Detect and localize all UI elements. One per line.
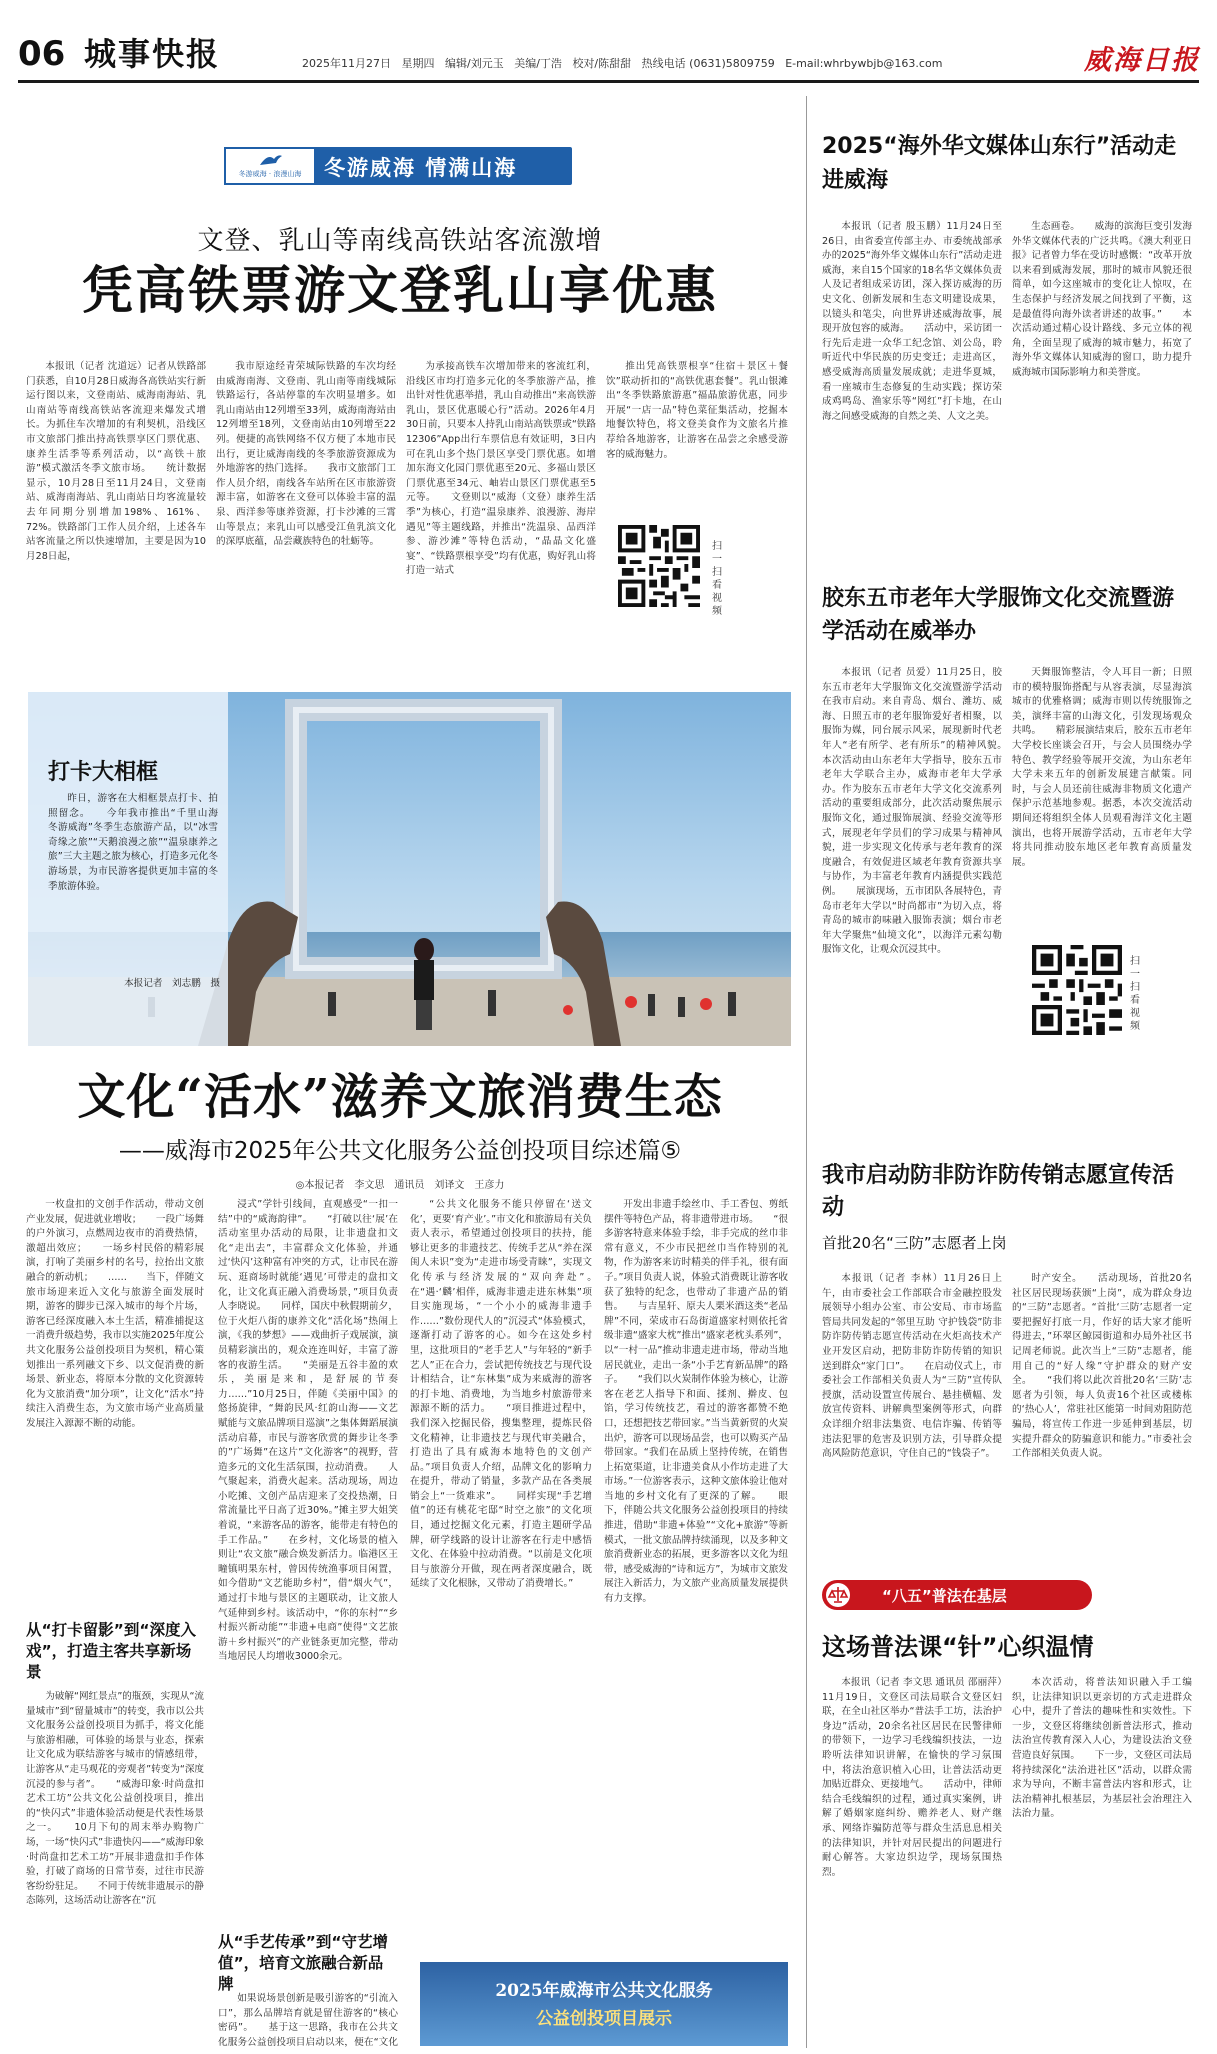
lead-col-4: 推出凭高铁票根享“住宿＋景区＋餐饮”联动折扣的“高铁优惠套餐”。乳山银滩出“冬季铁路旅游惠”福晶旅游优惠，同步开展“一店一品”特色菜征集活动，挖掘本地餐饮特色，将文登美食作为文旅名片推荐给各地游客，让游客在品尝之余感受游客的威海魅力。 xyxy=(606,361,788,460)
banner-logo-box xyxy=(224,147,316,185)
right3-col-2: 时产安全。 活动现场，首批20名社区居民现场获颁“上岗”，成为群众身边的“三防”志愿者。“首批‘三防’志愿者一定要把握好打底一月，作好的话大家才能听得进去，”环翠区鲸园街道和办局外社区书记周老师说。此次当上“三防”志愿者，能用自己的“好人缘”守护群众的财产安全。 “我们将以此次首批20名‘三防’志愿者为引领，每人负责16个社区或楼栋的‘热心人’，常驻社区能第一时间劝阻防范骗局，将宣传工作进一步延伸到基层，切实提升群众的防骗意识和能力。”市委社会工作部相关负责人说。 xyxy=(1012,1273,1192,1460)
header-proofreader: 校对/陈甜甜 xyxy=(572,57,632,70)
right2-headline: 胶东五市老年大学服饰文化交流暨游学活动在威举办 xyxy=(822,586,1175,644)
right4-headline: 这场普法课“针”心织温情 xyxy=(822,1633,1094,1661)
right4-col-2: 本次活动，将普法知识融入手工编织，让法律知识以更亲切的方式走进群众心中，提升了普法的趣味性和实效性。下一步，文登区将继续创新普法形式，推动法治宣传教育深入人心，为建设法治文登营造良好氛围。 下一步，文登区司法局将持续深化“法治进社区”活动，以群众需求为导向，不断丰富普法内容和形式，让法治精神扎根基层，为基层社会治理注入法治力量。 xyxy=(1012,1677,1192,1820)
swan-icon xyxy=(256,151,286,167)
section-title: 城事快报 xyxy=(84,35,221,73)
banner-slogan: 冬游威海 情满山海 xyxy=(324,156,518,180)
right4-col-1: 本报讯（记者 李文思 通讯员 邵丽萍）11月19日，文登区司法局联合文登区妇联，在全山社区举办“普法手工坊，法治护身边”活动，20余名社区居民在民警律师的带领下，一边学习毛线编织技法，一边聆听法律知识讲解，在愉快的学习氛围中，将法治意识植入心田，让普法活动更加贴近群众、更接地气。 活动中，律师结合毛线编织的过程，通过真实案例，讲解了婚姻家庭纠纷、赡养老人、财产继承、网络诈骗防范等与群众生活息息相关的法律知识，并针对居民提出的问题进行耐心解答。大家边织边学，现场氛围热烈。 xyxy=(822,1677,1002,1878)
qr-code-icon xyxy=(1032,945,1122,1035)
culture-subhead-2: 从“手艺传承”到“守艺增值”，培育文旅融合新品牌 xyxy=(218,1933,389,1993)
culture-byline: ◎本报记者 李文思 通讯员 刘译文 王彦力 xyxy=(295,1180,505,1191)
qr-code-icon xyxy=(618,525,700,607)
header-weekday: 星期四 xyxy=(401,57,435,70)
header-meta xyxy=(302,55,942,71)
lead-qr-code[interactable] xyxy=(618,525,700,607)
photo-caption: 昨日，游客在大相框景点打卡、拍照留念。 今年我市推出“千里山海 冬游威海”冬季生态旅游产品，以“冰雪奇缘之旅”“天鹅浪漫之旅”“温泉康养之旅”三大主题之旅为核心，打造多元化冬游场景，为市民游客提供更加丰富的冬季旅游体验。 xyxy=(48,793,218,892)
lead-kicker: 文登、乳山等南线高铁站客流激增 xyxy=(197,226,603,256)
header-rule xyxy=(18,80,1199,83)
lead-col-2: 我市原途经青荣城际铁路的车次均经由威海南海、文登南、乳山南等南线城际铁路运行，各站停靠的车次明显增多。如乳山南站由12列增至33列，威海南海站由12列增至18列，文登南站由10列增至22列。便捷的高铁网络不仅方便了本地市民出行，更让威海南线的冬季旅游资源成为外地游客的热门选择。 我市文旅部门工作人员介绍，南线各车站所在区市旅游资源丰富，如游客在文登可以体验丰富的温泉、西洋参等康养资源，打卡沙滩的三霄山等景点；来乳山可以感受江鱼乳滨文化的深厚底蕴，品尝藏族特色的牡蛎等。 xyxy=(216,361,396,548)
right3-col-1: 本报讯（记者 李林）11月26日上午，由市委社会工作部联合市金融控股发展领导小组办公室、市公安局、市市场监管局共同发起的“邻里互助 守护钱袋”防非防诈防传销志愿宣传活动在火炬高技术产业开发区启动，把防非防诈防传销的知识送到群众“家门口”。 在启动仪式上，市委社会工作部相关负责人为“三防”宣传队授旗，活动设置宣传展台、悬挂横幅、发放宣传资料、讲解典型案例等形式，向群众详细介绍非法集资、电信诈骗、传销等违法犯罪的危害及识别方法，引导群众提高风险防范意识，守住自己的“钱袋子”。 xyxy=(822,1273,1002,1460)
column-divider xyxy=(806,96,807,2048)
right1-headline: 2025“海外华文媒体山东行”活动走进威海 xyxy=(822,134,1177,193)
right3-subhead: 首批20名“三防”志愿者上岗 xyxy=(822,1234,1007,1252)
pufa-badge xyxy=(822,1580,1092,1610)
page-number: 06 xyxy=(18,34,66,74)
culture-promo-banner[interactable] xyxy=(420,1962,788,2046)
culture-col-4: 开发出非遗手绘丝巾、手工香包、剪纸摆件等特色产品，将非遗带进市场。 “很多游客特意来体验手绘，非手完成的丝巾非常有意义，不少市民把丝巾当作特别的礼物，作为游客来访时精美的伴手礼，很有面子。”项目负责人说，体验式消费既让游客收获了独特的纪念，也带动了非遗产品的销售。 与吉星轩、原夫人栗米酒这类“老品牌”不同，荣成市石岛街道盛家村则依托省级非遗“盛家大枕”推出“盛家老枕头系列”，以“一村一品”推动非遗走进市场，带动当地居民就业，走出一条“小手艺育新品牌”的路子。 “我们以火炭制作体验为核心，让游客在老艺人指导下和面、揉剂、擀皮、包馅，学习传统技艺，看过的游客都赞不绝口，还想把技艺带回家。”当当黄新贸的火炭出炉，游客可以现场品尝，也可以购买产品带回家。“我们在品质上坚持传统，在销售上拓宽渠道，让非遗美食从小作坊走进了大市场。”一位游客表示，这种文旅体验让他对当地的乡村文化有了更深的了解。 眼下，伴随公共文化服务公益创投项目的持续推进，借助“非遗+体验”“文化+旅游”等新模式，一批文旅品牌持续涌现，以及多种文旅消费新业态的拓展，更多游客以文化为纽带，感受威海的“诗和远方”，为城市文旅发展注入新活力，为文旅产业高质量发展提供有力支撑。 xyxy=(604,1199,788,1605)
right2-scan-label: 扫一扫看视频 xyxy=(1130,956,1140,1032)
culture-col-2a: 浸式”学针引线间，直观感受“一扣一结”中的“威海韵律”。 “打破以往‘展’在活动室里办活动的局限，让非遗盘扣文化“走出去”，丰富群众文化体验，并通过‘快闪’这种富有冲突的方式，让市民在游玩、逛商场时就能‘遇见’可带走的盘扣文化，让文化真正融入消费场景，”项目负责人李晓说。 同样，国庆中秋假期前夕，位于火炬八街的康养文化“活化场”热闹上演，《我的梦想》——戏曲折子戏展演，演员精彩演出的，观众连连叫好，丰富了游客的夜游生活。 “美丽是五谷丰盈的欢乐，美丽是来和，是舒展的节奏力……”10月25日，伴随《美丽中国》的悠扬旋律，“舞韵民风·红韵山海——文艺赋能与文旅品牌项目巡演”之集体舞蹈展演活动启幕，市民与游客欣赏的舞步让冬季的”广场舞”在这片”文化游客”的视野，营造多元的文化生活氛围，拉动消费。 人气聚起来，消费火起来。活动现场，周边小吃摊、文创产品店迎来了交投热潮，日常流量比平日高了近30%。”摊主罗大姐笑着说，“来游客品的游客，能带走有特色的手工作品。” 在乡村，文化场景的植入则让“农文旅”融合焕发新活力。临港区王疃镇明果东村，曾因传统渔事项目闲置，如今借助“文艺能助乡村”，借“烟火气”，通过打卡地与景区的主题联动，让文旅人气延伸到乡村。该活动中，“你的东村”“乡村振兴新动能”“非遗+电商”使得“文艺旅游＋乡村振兴”的产业链条更加完整，带动当地居民人均增收3000余元。 xyxy=(218,1199,398,1663)
banner-logo-caption: 冬游威海 · 浪漫山海 xyxy=(238,170,302,178)
right2-qr-code[interactable] xyxy=(1032,945,1122,1035)
right3-headline: 我市启动防非防诈防传销志愿宣传活动 xyxy=(822,1163,1175,1220)
photo-title: 打卡大相框 xyxy=(48,760,159,785)
banner xyxy=(224,147,572,185)
culture-col-2b: 如果说场景创新是吸引游客的“引流入口”，那么品牌培育就是留住游客的“核心密码”。 基于这一思路，我市在公共文化服务公益创投项目启动以来，便在“文化 xyxy=(218,1993,398,2048)
photo-credit: 本报记者 刘志鹏 摄 xyxy=(124,978,220,989)
lead-col-1: 本报讯（记者 沈道远）记者从铁路部门获悉，自10月28日威海各高铁站实行新运行图以来，文登南站、威海南海站、乳山南站等南线高铁站客流迎来爆发式增长。为抓住车次增加的有利契机，沿线区市文旅部门推出持高铁票享区门票优惠、康养生活季等系列活动，以“高铁＋旅游”模式激活冬季文旅市场。 统计数据显示，10月28日至11月24日，文登南站、威海南海站、乳山南站日均客流量较去年同期分别增加198%、161%、72%。铁路部门工作人员介绍，上述各车站客流量之所以快速增加，主要是因为10月28日起， xyxy=(26,361,206,562)
newspaper-logo: 威海日报 xyxy=(1084,45,1200,76)
right1-col-2: 生态画卷。 威海的滨海巨变引发海外华文媒体代表的广泛共鸣。《澳大利亚日报》记者曾力华在受访时感慨：“改革开放以来看到威海发展，那时的城市风貌还很简单，如今这座城市的变化让人惊叹，在生态保护与经济发展之间找到了平衡，这是最值得向海外读者讲述的故事。” 本次活动通过精心设计路线、多元立体的视角，全面呈现了威海的城市魅力，拓宽了海外华文媒体认知威海的窗口，助力提升威海城市国际影响力和美誉度。 xyxy=(1012,221,1192,378)
lead-headline: 凭高铁票游文登乳山享优惠 xyxy=(81,261,718,321)
right2-col-1: 本报讯（记者 员爱）11月25日，胶东五市老年大学服饰文化交流暨游学活动在我市启动。来自青岛、烟台、潍坊、威海、日照五市的老年服饰爱好者相聚，以服饰为媒，同台展示风采，展现新时代老年人“老有所学、老有所乐”的精神风貌。 本次活动由山东老年大学指导，胶东五市老年大学联合主办，威海市老年大学承办。作为胶东五市老年大学文化交流系列活动的重要组成部分，此次活动聚焦展示服饰文化，通过服饰展演、经验交流等形式，展现老年学员们的学习成果与精神风貌，进一步实现文化传承与老年教育的深度融合，有效促进区域老年教育资源共享与协作，为丰富老年教育内涵提供实践范例。 展演现场，五市团队各展特色，青岛市老年大学以“时尚都市”为切入点，将青岛的城市韵味融入服饰表演；烟台市老年大学聚焦“仙境文化”，以海洋元素勾勒服饰文化，让观众沉浸其中。 xyxy=(822,667,1002,956)
header-editor: 编辑/刘元玉 xyxy=(445,57,504,70)
header-art-editor: 美编/丁浩 xyxy=(514,57,562,70)
right1-col-1: 本报讯（记者 殷玉鹏）11月24日至26日，由省委宣传部主办、市委统战部承办的2025“海外华文媒体山东行”活动走进威海，来自15个国家的18名华文媒体负责人及记者组成采访团，深入探访威海的历史文化、创新发展和生态文明建设成果，以镜头和笔尖，向世界讲述威海故事，展现开放包容的威海。 活动中，采访团一行先后走进一众华工纪念馆、刘公岛，聆听近代中华民族的历史变迁；走进高区，感受威海高质量发展成就；走进华夏城，看一座城市生态修复的生动实践；探访荣成鸡鸣岛、渔家乐等“网红”打卡地，在山海之间感受威海的自然之美、人文之美。 xyxy=(822,221,1002,422)
pufa-badge-label: “八五”普法在基层 xyxy=(882,1587,1007,1605)
culture-col-3: “公共文化服务不能只停留在‘送文化’，更要‘育产业’。”市文化和旅游局有关负责人表示，希望通过创投项目的扶持，能够让更多的非遗技艺、传统手艺从“养在深闺人未识”变为“走进市场受青睐”，实现文化传承与经济发展的“双向奔赴”。 在“遇·‘麟’相伴，威海非遗走进东林集”项目实施现场，“一个小小的威海非遗手作……”数份现代人的”沉浸式“体验模式，逐渐打动了游客的心。如今在这处乡村里，这批项目的“老手艺人”与年轻的“新手艺人”正在合力，尝试把传统技艺与现代设计相结合，让“东林集”成为来威海的游客的打卡地、消费地，为当地乡村旅游带来源源不断的活力。 “项目推进过程中，我们深入挖掘民俗，搜集整理，提炼民俗文化精神，让非遗技艺与现代审美融合，打造出了具有威海本地特色的文创产品。”项目负责人介绍，品牌文化的影响力在提升，带动了销量，多款产品在各类展销会上“一货难求”。 同样实现“手艺增值”的还有桃花宅邸“时空之旅”的文化项目，通过挖掘文化元素，打造主题研学品牌，研学线路的设计让游客在行走中感悟文化、在体验中拉动消费。“以前是文化项目与旅游分开做，现在两者深度融合，既延续了文化根脉，又带动了消费增长。” xyxy=(410,1199,592,1590)
header-date: 2025年11月27日 xyxy=(302,57,391,70)
scales-icon xyxy=(826,1583,850,1607)
culture-promo-line-2: 公益创投项目展示 xyxy=(536,2009,672,2029)
header-hotline: 热线电话 (0631)5809759 xyxy=(641,57,775,70)
lead-scan-label: 扫一扫看视频 xyxy=(712,541,722,617)
culture-col-1b: 为破解“网红景点”的瓶颈，实现从“流量城市”到“留量城市”的转变，我市以公共文化服务公益创投项目为抓手，将文化能与旅游相融，可体验的场景与业态，探索让文化成为联结游客与城市的情感纽带，让游客从“走马观花的旁观者”转变为“深度沉浸的参与者”。 “威海印象·时尚盘扣艺术工坊”公共文化公益创投项目，推出的“快闪式”非遗体验活动便是代表性场景之一。 10月下旬的周末举办购物广场，一场“快闪式”非遗快闪——“威海印象·时尚盘扣艺术工坊”开展非遗盘扣手作体验，打破了商场的日常节奏，过往市民游客纷纷驻足。 不同于传统非遗展示的静态陈列，这场活动让游客在“沉 xyxy=(26,1691,204,1907)
culture-headline: 文化“活水”滋养文旅消费生态 xyxy=(77,1069,723,1125)
culture-subhead-1: 从“打卡留影”到“深度入戏”，打造主客共享新场景 xyxy=(26,1621,197,1681)
culture-col-1a: 一枚盘扣的文创手作活动，带动文创产业发展，促进就业增收； 一段广场舞的户外演习，点燃周边夜市的消费热情，激超出效应； 一场乡村民俗的精彩展演，打响了美丽乡村的名号，拉抬出文旅融合的新动机； …… 当下，伴随文旅市场迎来近入文化与旅游全面发展时期，游客的脚步已深入城市的每个片场，游客已经深度融入本土生活，精准捕捉这一消费升级趋势，我市以实施2025年度公共文化服务公益创投项目为契机，精心策划推出一系列融文下乡、以文促消费的新场景、新业态，将原本分散的文化资源转化为文旅消费“加分项”，让文化“活水”持续注入消费生态，为文旅市场产业高质量发展注入源源不断的动能。 xyxy=(26,1199,204,1429)
right2-col-2: 天舞服饰整洁，令人耳目一新；日照市的模特服饰搭配与从容表演，尽显海滨城市的优雅格调；威海市则以传统服饰之美，演绎丰富的山海文化，引发现场观众共鸣。 精彩展演结束后，胶东五市老年大学校长座谈会召开，与会人员围绕办学特色、教学经验等展开交流，为山东老年大学未来五年的创新发展建言献策。同时，与会人员还前往威海非物质文化遗产保护示范基地参观。据悉，本次交流活动期间还将组织全体人员观看海洋文化主题演出，也将开展游学活动，五市老年大学将共同推动胶东地区老年教育高质量发展。 xyxy=(1012,667,1192,868)
culture-subheadline: ——威海市2025年公共文化服务公益创投项目综述篇⑤ xyxy=(118,1138,682,1164)
culture-promo-line-1: 2025年威海市公共文化服务 xyxy=(495,1981,713,2001)
header-email[interactable]: E-mail:whrbywbjb@163.com xyxy=(785,57,943,70)
lead-col-3: 为承接高铁车次增加带来的客流红利，沿线区市均打造多元化的冬季旅游产品，推出针对性优惠举措，乳山自动推出“来高铁游乳山，景区优惠暖心行”活动。2026年4月30日前，只要本人持乳山南站高铁票或“铁路12306”App出行车票信息有效证明，3日内可在乳山多个热门景区享受门票优惠。如增加东海文化园门票优惠至20元、多福山景区门票优惠至34元、岫岩山景区门票优惠至5元等。 文登则以“威海（文登）康养生活季”为核心，打造“温泉康养、浪漫游、海岸遇见”等主题线路，并推出“洗温泉、品西洋参、游沙滩”等特色活动，“晶晶文化盛宴”、“铁路票根享受”均有优惠，购好乳山将打造一站式 xyxy=(406,361,596,577)
